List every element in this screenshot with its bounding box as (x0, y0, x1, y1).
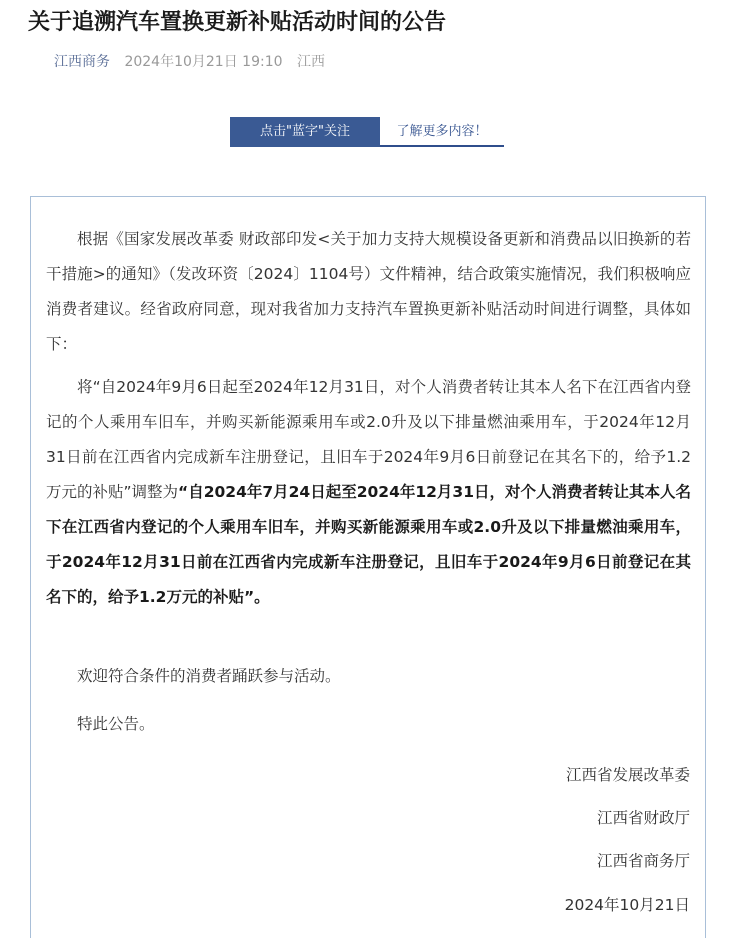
signature-org-1: 江西省发展改革委 (565, 766, 690, 784)
article-meta (54, 52, 335, 72)
publish-region: 江西 (296, 54, 325, 70)
follow-banner-right[interactable]: 了解更多内容！ (396, 124, 488, 139)
signature-date: 2024年10月21日 (564, 896, 690, 914)
body-paragraph-4: 特此公告。 (77, 715, 155, 733)
follow-banner[interactable] (230, 117, 504, 147)
body-paragraph-1: 根据《国家发展改革委 财政部印发<关于加力支持大规模设备更新和消费品以旧换新的若干措施>的通知》（发改环资〔2024〕1104号）文件精神，结合政策实施情况，我们积极响应消费者建议。经省政府同意，现对我省加力支持汽车置换更新补贴活动时间进行调整，具体如下： (46, 230, 691, 353)
body-paragraph-2 (46, 370, 691, 615)
account-name-link[interactable]: 江西商务 (54, 54, 110, 70)
signature-org-3: 江西省商务厅 (596, 852, 690, 870)
article-title: 关于追溯汽车置换更新补贴活动时间的公告 (28, 10, 447, 35)
body-paragraph-2-bold: “自2024年7月24日起至2024年12月31日，对个人消费者转让其本人名下在江西省内登记的个人乘用车旧车，并购买新能源乘用车或2.0升及以下排量燃油乘用车，于2024年12月31日前在江西省内完成新车注册登记，且旧车于2024年9月6日前登记在其名下的，给予1.2万元的补贴”。 (46, 483, 691, 606)
body-paragraph-2-normal: 将“自2024年9月6日起至2024年12月31日，对个人消费者转让其本人名下在江西省内登记的个人乘用车旧车，并购买新能源乘用车或2.0升及以下排量燃油乘用车，于2024年12月31日前在江西省内完成新车注册登记，且旧车于2024年9月6日前登记在其名下的，给予1.2万元的补贴”调整为 (46, 378, 691, 501)
follow-banner-left[interactable]: 点击"蓝字"关注 (230, 117, 380, 147)
signature-org-2: 江西省财政厅 (596, 809, 690, 827)
body-paragraph-3: 欢迎符合条件的消费者踊跃参与活动。 (77, 667, 341, 685)
publish-time: 2024年10月21日 19:10 (124, 54, 283, 70)
